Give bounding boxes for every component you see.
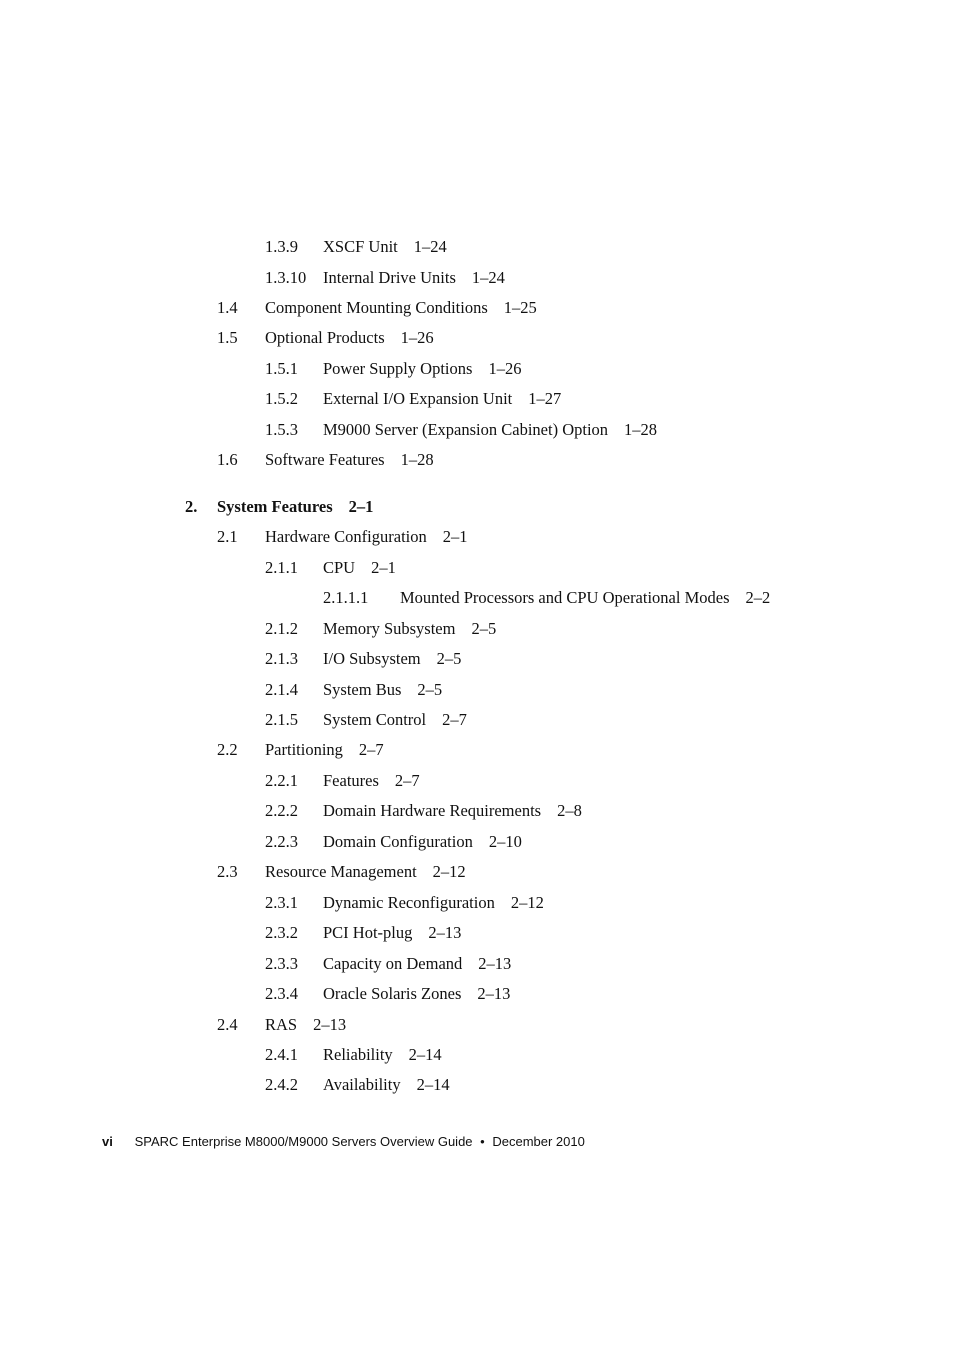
toc-entry[interactable] [0,358,954,380]
toc-entry-title-line [323,800,582,822]
toc-entry[interactable] [0,861,954,883]
toc-entry-title: XSCF Unit [323,237,398,256]
toc-entry-title-line [265,449,434,471]
toc-entry-title: Component Mounting Conditions [265,298,488,317]
toc-entry[interactable] [0,1074,954,1096]
toc-entry-number: 1.5.2 [265,389,298,408]
toc-entry-title: System Features [217,497,333,516]
toc-entry[interactable] [0,739,954,761]
toc-entry-title-line [323,1074,450,1096]
toc-entry-page[interactable]: 2–1 [348,497,374,516]
toc-entry[interactable] [0,297,954,319]
toc-entry-number: 2.1 [217,527,238,546]
toc-entry-page[interactable]: 2–8 [557,801,582,820]
toc-entry-title: Oracle Solaris Zones [323,984,462,1003]
toc-entry[interactable] [0,953,954,975]
footer-separator: • [480,1134,485,1149]
toc-entry[interactable] [0,770,954,792]
toc-entry-title-line [323,1044,442,1066]
toc-entry-page[interactable]: 2–7 [394,771,420,790]
toc-entry-title: Reliability [323,1045,393,1064]
toc-entry-page[interactable]: 2–5 [471,619,497,638]
toc-entry-page[interactable]: 2–5 [436,649,462,668]
toc-entry-title-line [265,739,384,761]
toc-entry-title: Dynamic Reconfiguration [323,893,495,912]
toc-entry-title: Internal Drive Units [323,268,456,287]
toc-entry[interactable] [0,618,954,640]
toc-entry-page[interactable]: 2–14 [408,1045,442,1064]
toc-entry-number: 2.3 [217,862,238,881]
toc-entry-title-line [323,648,461,670]
toc-entry[interactable] [0,236,954,258]
toc-entry-number: 2.1.3 [265,649,298,668]
toc-entry-number: 2.1.2 [265,619,298,638]
toc-entry-page[interactable]: 2–12 [432,862,466,881]
toc-entry-title: Memory Subsystem [323,619,456,638]
toc-entry-title: Features [323,771,379,790]
toc-entry-number: 1.5 [217,328,238,347]
toc-entry-page[interactable]: 2–13 [313,1015,347,1034]
toc-entry[interactable] [0,922,954,944]
toc-chapter-entry[interactable] [0,496,954,518]
toc-entry-number: 2.4 [217,1015,238,1034]
toc-entry-title: M9000 Server (Expansion Cabinet) Option [323,420,609,439]
footer-date: December 2010 [492,1134,585,1149]
toc-entry[interactable] [0,892,954,914]
toc-entry-page[interactable]: 2–1 [371,558,396,577]
toc-entry-number: 2.2.2 [265,801,298,820]
toc-entry-number: 2.1.5 [265,710,298,729]
toc-entry-title: CPU [323,558,356,577]
toc-entry-title-line [323,922,461,944]
toc-entry-number: 2.1.1 [265,558,298,577]
toc-entry-title: PCI Hot-plug [323,923,413,942]
toc-entry-page[interactable]: 1–28 [400,450,434,469]
toc-entry-page[interactable]: 1–24 [471,268,505,287]
toc-entry-title-line [217,496,373,518]
toc-entry[interactable] [0,983,954,1005]
toc-entry-title-line [323,388,561,410]
toc-entry-title-line [323,953,511,975]
toc-entry[interactable] [0,267,954,289]
toc-entry-number: 2.3.2 [265,923,298,942]
toc-entry-page[interactable]: 2–1 [442,527,468,546]
toc-entry-number: 2.2.1 [265,771,298,790]
toc-entry-number: 2.3.3 [265,954,298,973]
toc-entry[interactable] [0,526,954,548]
toc-entry-title-line [323,618,496,640]
toc-entry-title-line [323,267,505,289]
toc-entry[interactable] [0,327,954,349]
toc-entry[interactable] [0,1044,954,1066]
toc-entry-title-line [400,587,770,609]
toc-entry-number: 2.2.3 [265,832,298,851]
toc-entry-title: Domain Hardware Requirements [323,801,542,820]
toc-entry-number: 2.1.4 [265,680,298,699]
toc-entry-title: Domain Configuration [323,832,473,851]
toc-entry-title: Mounted Processors and CPU Operational Modes [400,588,730,607]
toc-entry-number: 1.5.3 [265,420,298,439]
toc-entry-number: 2.3.1 [265,893,298,912]
toc-entry-title-line [265,1014,346,1036]
toc-entry-title: Hardware Configuration [265,527,427,546]
toc-entry[interactable] [0,679,954,701]
toc-entry-title: Software Features [265,450,385,469]
toc-entry-page[interactable]: 1–25 [503,298,537,317]
toc-entry-title: Availability [323,1075,401,1094]
toc-entry-number: 2.1.1.1 [323,588,369,607]
toc-entry-page[interactable]: 1–26 [488,359,522,378]
toc-entry[interactable] [0,800,954,822]
toc-entry-title: System Bus [323,680,402,699]
toc-entry[interactable] [0,648,954,670]
toc-entry-title-line [265,526,468,548]
toc-entry-number: 2.3.4 [265,984,298,1003]
toc-entry-title-line [323,770,420,792]
toc-entry-page[interactable]: 2–10 [488,832,522,851]
toc-entry-page[interactable]: 1–27 [528,389,562,408]
toc-entry-title: Power Supply Options [323,359,473,378]
toc-entry[interactable] [0,419,954,441]
toc-entry-title-line [323,236,447,258]
toc-entry-page[interactable]: 2–5 [417,680,443,699]
toc-entry-title: External I/O Expansion Unit [323,389,513,408]
toc-entry-title: I/O Subsystem [323,649,421,668]
page-footer [102,1132,585,1152]
toc-entry-title-line [323,358,521,380]
toc-entry-number: 1.3.10 [265,268,307,287]
toc-entry-title-line [323,983,510,1005]
toc-entry-title-line [323,892,544,914]
toc-entry-title: RAS [265,1015,298,1034]
page-folio: vi [102,1134,113,1149]
toc-entry-number: 1.5.1 [265,359,298,378]
toc-entry-number: 2.4.1 [265,1045,298,1064]
toc-entry-number: 1.6 [217,450,238,469]
toc-entry-page[interactable]: 2–13 [428,923,462,942]
toc-entry-number: 1.3.9 [265,237,298,256]
toc-entry[interactable] [0,709,954,731]
footer-book-title: SPARC Enterprise M8000/M9000 Servers Overview Guide [134,1134,473,1149]
toc-entry-title-line [323,709,467,731]
toc-entry-page[interactable]: 1–24 [413,237,447,256]
toc-entry-title-line [265,297,537,319]
toc-entry-title-line [323,419,657,441]
toc-entry-title-line [323,557,396,579]
toc-entry-number: 2.4.2 [265,1075,298,1094]
toc-entry-page[interactable]: 1–28 [624,420,658,439]
toc-entry-number: 2. [185,497,198,516]
toc-entry[interactable] [0,388,954,410]
toc-entry-page[interactable]: 1–26 [400,328,434,347]
toc-entry-title-line [265,861,466,883]
toc-entry-title-line [323,679,442,701]
toc-entry-title: System Control [323,710,427,729]
toc-entry-title: Capacity on Demand [323,954,463,973]
toc-entry[interactable] [0,557,954,579]
toc-entry-page[interactable]: 2–13 [477,984,511,1003]
toc-entry-page[interactable]: 2–2 [745,588,771,607]
toc-entry-page[interactable]: 2–7 [358,740,384,759]
toc-entry-title-line [265,327,434,349]
toc-entry[interactable] [0,1014,954,1036]
toc-entry[interactable] [0,587,954,609]
toc-entry[interactable] [0,831,954,853]
toc-entry-title-line [323,831,522,853]
toc-entry-title: Optional Products [265,328,385,347]
toc-entry-page[interactable]: 2–12 [510,893,544,912]
toc-entry-page[interactable]: 2–7 [442,710,467,729]
toc-entry-number: 1.4 [217,298,238,317]
toc-entry-title: Resource Management [265,862,417,881]
toc-entry-page[interactable]: 2–14 [416,1075,450,1094]
toc-entry[interactable] [0,449,954,471]
toc-entry-page[interactable]: 2–13 [478,954,512,973]
toc-entry-title: Partitioning [265,740,343,759]
toc-entry-number: 2.2 [217,740,238,759]
